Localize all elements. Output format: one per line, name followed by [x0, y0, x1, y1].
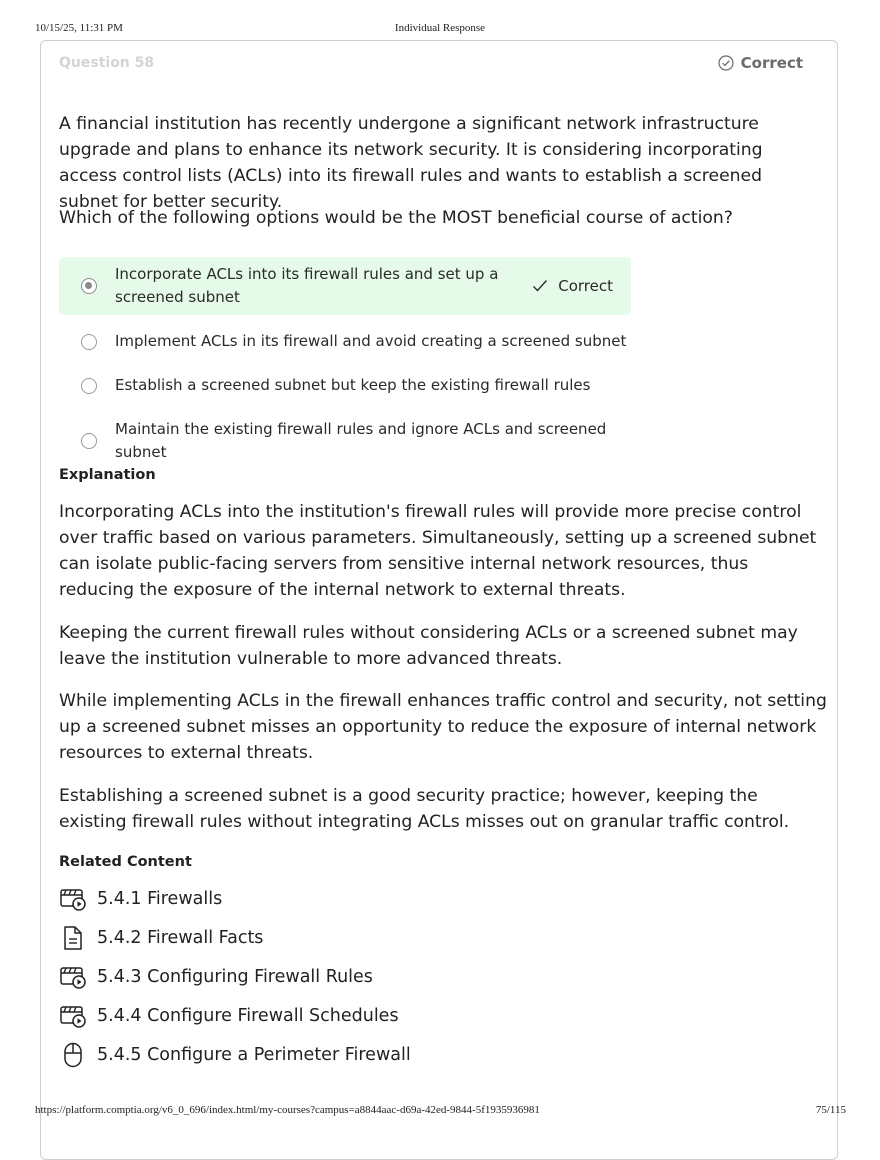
question-stem: A financial institution has recently undergone a significant network infrastructure upgrade and plans to enhance its network security. It is considering incorporating access control lists (ACLs) into its firewall rules and wants to establish a screened subnet for better security.: [59, 114, 763, 212]
question-number: Question 58: [59, 55, 155, 71]
explanation-paragraph: Keeping the current firewall rules without considering ACLs or a screened subnet may leave the institution vulnerable to more advanced threats.: [59, 623, 798, 669]
question-status: [718, 54, 803, 72]
question-status-label: Correct: [740, 54, 803, 72]
answer-option[interactable]: [59, 418, 631, 464]
related-item[interactable]: [59, 886, 222, 912]
mouse-icon: [59, 1042, 87, 1068]
checkmark-icon: [532, 279, 548, 293]
explanation-paragraph: Incorporating ACLs into the institution's firewall rules will provide more precise control over traffic based on various parameters. Simultaneously, setting up a screened subnet can isolate public-facing servers from sensitive internal network resources, thus reducing the exposure of the internal network to external threats.: [59, 502, 817, 600]
answer-option-label: Establish a screened subnet but keep the existing firewall rules: [115, 376, 591, 394]
print-page-number: 75/115: [815, 1104, 846, 1116]
answer-option[interactable]: [59, 374, 631, 397]
question-card: [40, 40, 838, 1160]
correct-indicator-label: Correct: [558, 276, 613, 295]
related-item-label[interactable]: 5.4.5 Configure a Perimeter Firewall: [97, 1045, 411, 1065]
print-footer: [0, 1104, 880, 1118]
answer-option[interactable]: [59, 330, 631, 353]
related-item-label[interactable]: 5.4.1 Firewalls: [97, 889, 223, 909]
document-icon: [59, 925, 87, 951]
video-icon: [59, 1003, 87, 1029]
print-datetime: 10/15/25, 11:31 PM: [35, 22, 123, 34]
correct-indicator: [532, 275, 613, 298]
radio-unselected[interactable]: [81, 334, 97, 350]
related-item[interactable]: [59, 964, 373, 990]
related-item-label[interactable]: 5.4.2 Firewall Facts: [97, 928, 264, 948]
answer-option-label: Incorporate ACLs into its firewall rules and set up a screened subnet: [115, 265, 499, 306]
related-item-label[interactable]: 5.4.4 Configure Firewall Schedules: [97, 1006, 399, 1026]
print-header: [0, 22, 880, 36]
print-title: Individual Response: [394, 22, 486, 34]
question-prompt: Which of the following options would be the MOST beneficial course of action?: [59, 208, 733, 228]
related-item[interactable]: [59, 925, 263, 951]
radio-selected[interactable]: [81, 278, 97, 294]
explanation-heading: Explanation: [59, 467, 156, 483]
related-content-heading: Related Content: [59, 854, 192, 870]
related-item[interactable]: [59, 1003, 399, 1029]
related-item[interactable]: [59, 1042, 411, 1068]
print-url: https://platform.comptia.org/v6_0_696/index.html/my-courses?campus=a8844aac-d69a-42ed-9844-5f1935936981: [35, 1104, 540, 1116]
answer-option-correct[interactable]: [59, 257, 631, 315]
video-icon: [59, 964, 87, 990]
radio-unselected[interactable]: [81, 433, 97, 449]
explanation-paragraph: Establishing a screened subnet is a good security practice; however, keeping the existing firewall rules without integrating ACLs misses out on granular traffic control.: [59, 786, 790, 832]
radio-unselected[interactable]: [81, 378, 97, 394]
answer-option-label: Maintain the existing firewall rules and ignore ACLs and screened subnet: [115, 420, 607, 461]
check-circle-icon: [718, 55, 734, 71]
answer-option-label: Implement ACLs in its firewall and avoid creating a screened subnet: [115, 332, 627, 350]
video-icon: [59, 886, 87, 912]
explanation-paragraph: While implementing ACLs in the firewall enhances traffic control and security, not setting up a screened subnet misses an opportunity to reduce the exposure of internal network resources to external threats.: [59, 691, 827, 763]
related-item-label[interactable]: 5.4.3 Configuring Firewall Rules: [97, 967, 373, 987]
